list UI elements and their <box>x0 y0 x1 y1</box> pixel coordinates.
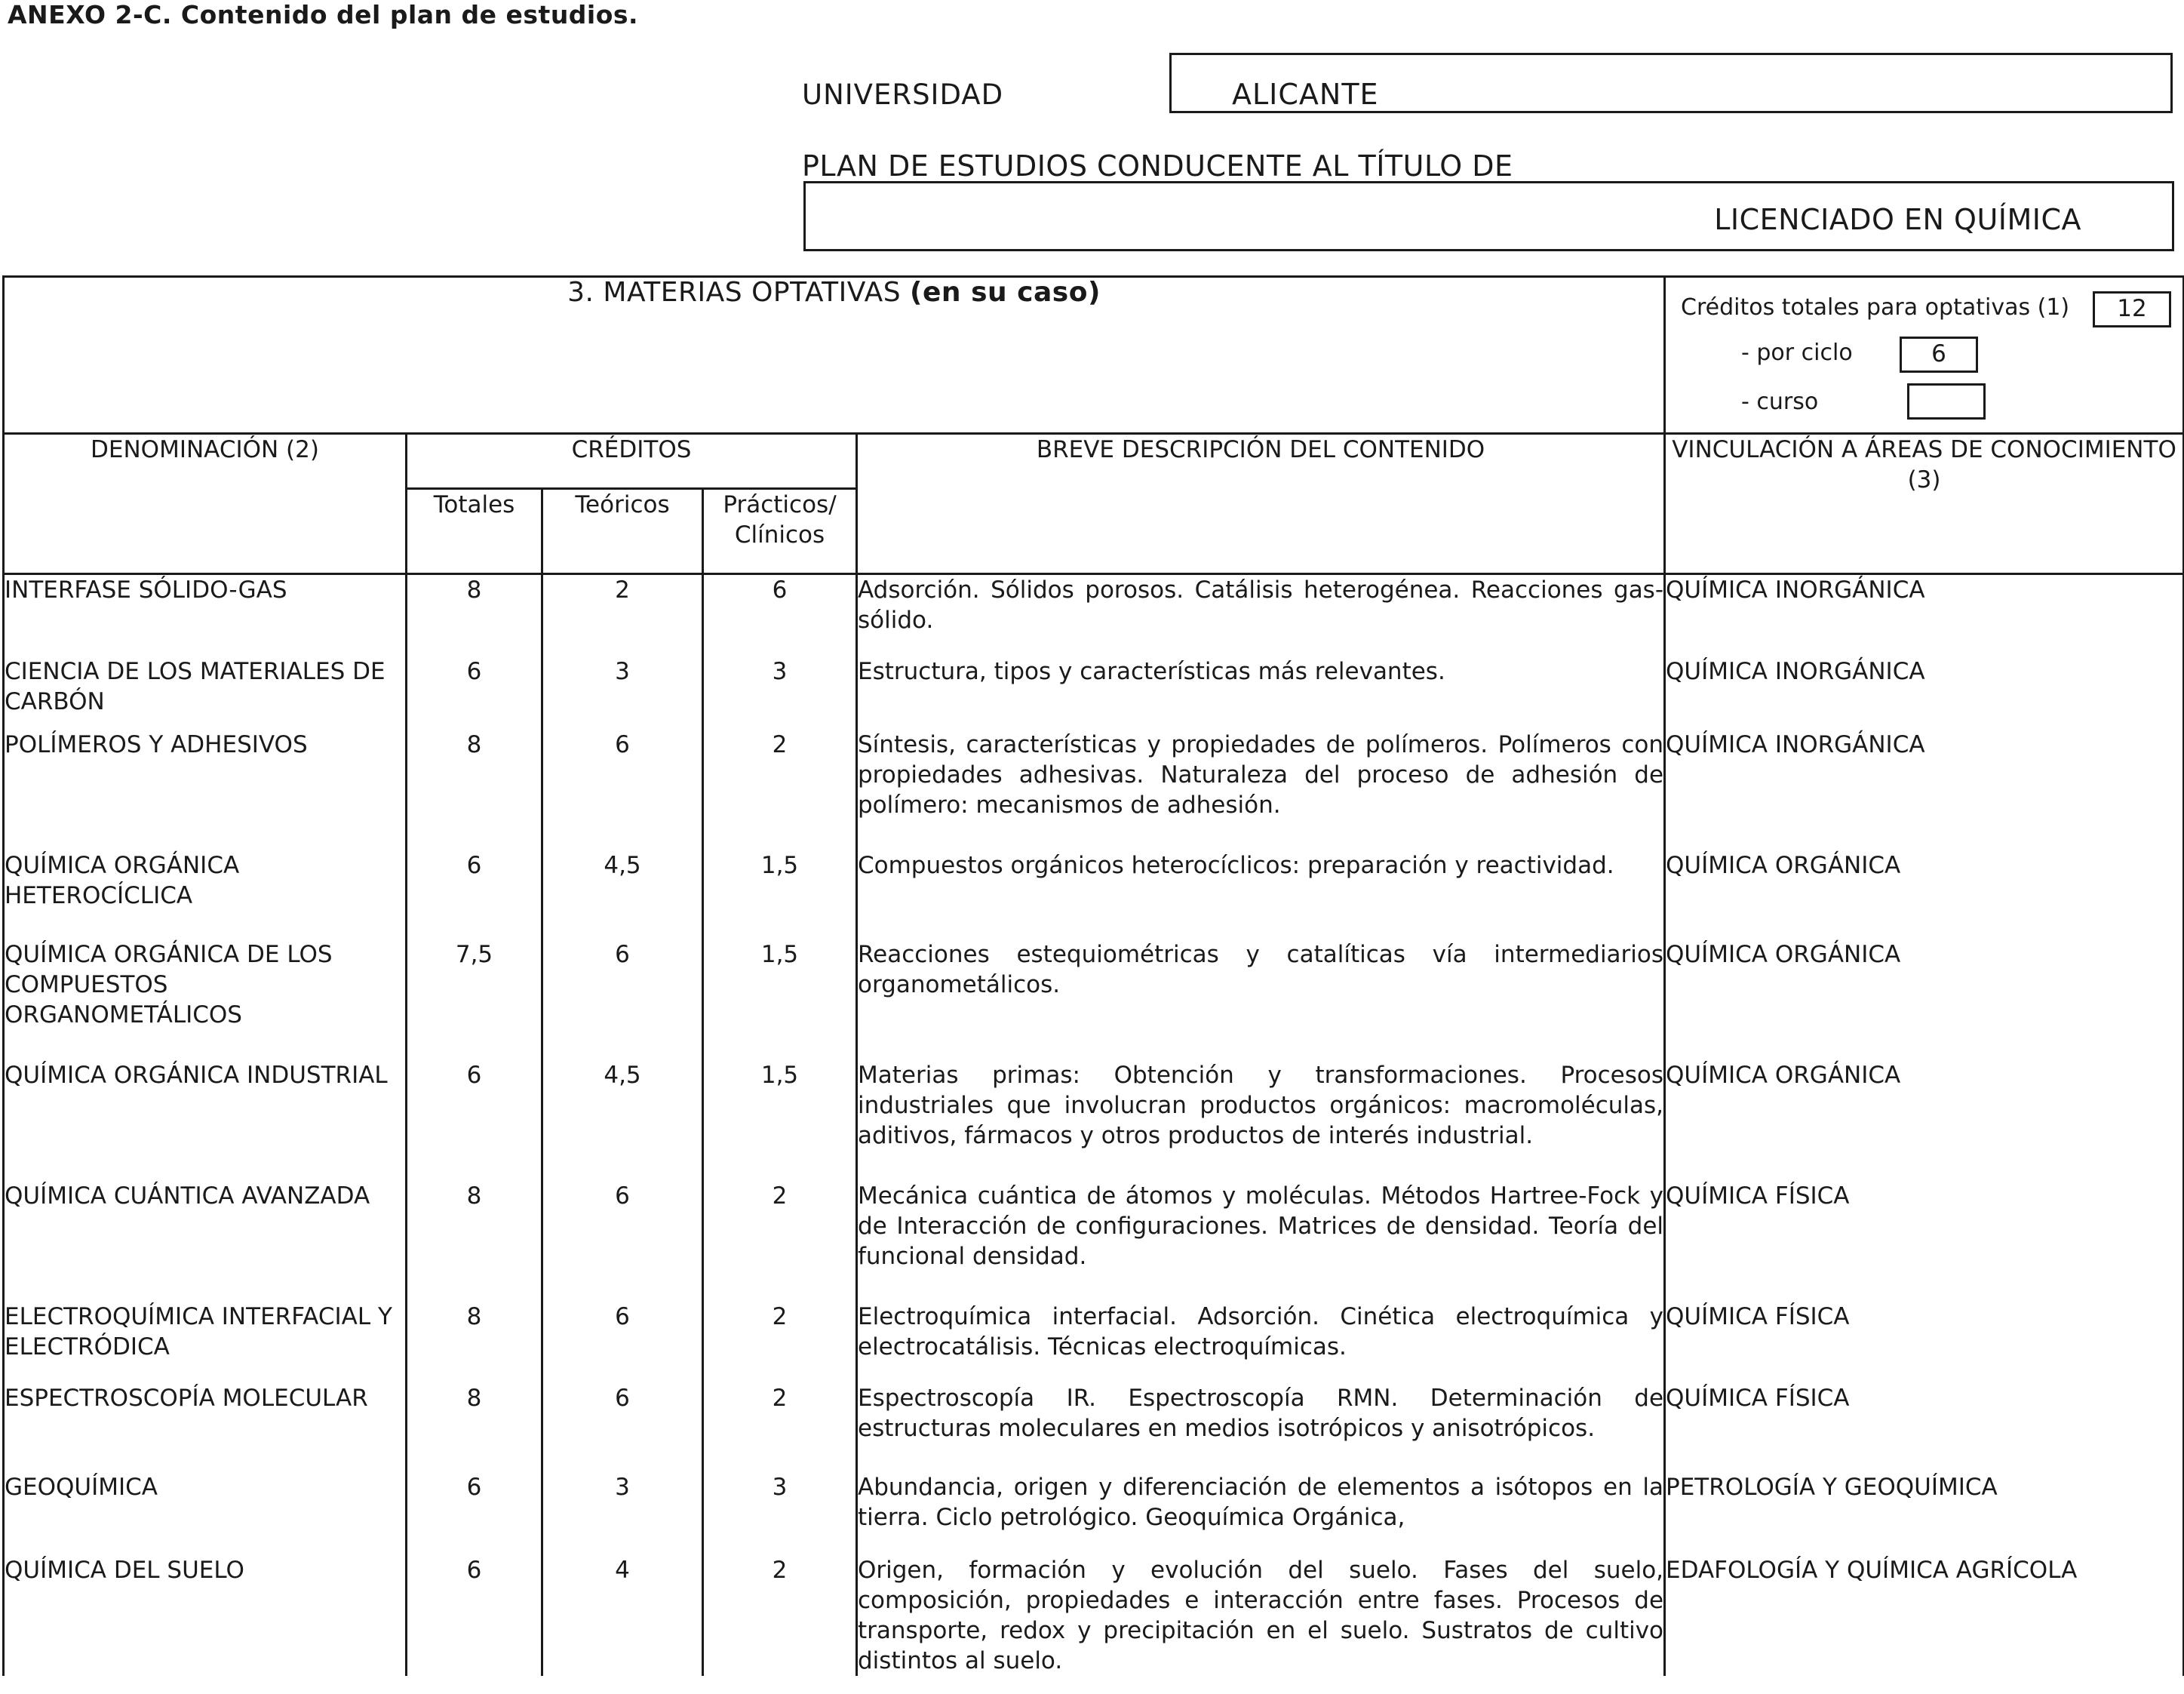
credits-practical: 2 <box>703 1302 857 1383</box>
credits-practical: 3 <box>703 1472 857 1555</box>
subject-name: QUÍMICA CUÁNTICA AVANZADA <box>4 1181 407 1302</box>
subject-name: CIENCIA DE LOS MATERIALES DE CARBÓN <box>4 656 407 730</box>
knowledge-area: QUÍMICA FÍSICA <box>1665 1181 2184 1302</box>
subject-name: GEOQUÍMICA <box>4 1472 407 1555</box>
credits-total: 6 <box>407 656 542 730</box>
table-row <box>4 730 2184 850</box>
credits-total: 6 <box>407 1472 542 1555</box>
col-header-name: DENOMINACIÓN (2) <box>4 434 407 574</box>
credits-practical: 6 <box>703 574 857 657</box>
credits-panel <box>1665 277 2184 434</box>
knowledge-area: QUÍMICA INORGÁNICA <box>1665 656 2184 730</box>
subject-description: Espectroscopía IR. Espectroscopía RMN. Determinación de estructuras moleculares en medios isotrópicos y anisotrópicos. <box>857 1383 1665 1472</box>
per-cycle-value: 6 <box>1900 337 1978 373</box>
subject-description: Mecánica cuántica de átomos y moléculas. Métodos Hartree-Fock y de Interacción de configuraciones. Matrices de densidad. Teoría del funcional densidad. <box>857 1181 1665 1302</box>
per-course-label: - curso <box>1741 389 1819 415</box>
col-header-area: VINCULACIÓN A ÁREAS DE CONOCIMIENTO (3) <box>1665 434 2184 574</box>
subject-description: Origen, formación y evolución del suelo. Fases del suelo, composición, propiedades e interacción entre fases. Procesos de transporte, redox y precipitación en el suelo. Sustratos de cultivo distintos al suelo. <box>858 1557 1664 1674</box>
knowledge-area: PETROLOGÍA Y GEOQUÍMICA <box>1665 1472 2184 1555</box>
credits-practical: 3 <box>703 656 857 730</box>
credits-practical: 2 <box>703 730 857 850</box>
credits-practical: 1,5 <box>703 850 857 939</box>
col-header-practical: Prácticos/ Clínicos <box>703 489 857 574</box>
credits-theory: 6 <box>542 1181 703 1302</box>
credits-practical: 2 <box>703 1383 857 1472</box>
credits-total: 8 <box>407 1302 542 1383</box>
credits-practical: 2 <box>703 1555 857 1676</box>
table-row <box>4 656 2184 730</box>
knowledge-area: QUÍMICA ORGÁNICA <box>1665 939 2184 1060</box>
subject-description: Reacciones estequiométricas y catalíticas vía intermediarios organometálicos. <box>857 939 1665 1060</box>
subject-description: Síntesis, características y propiedades de polímeros. Polímeros con propiedades adhesivas. Naturaleza del proceso de adhesión de polímero: mecanismos de adhesión. <box>857 730 1665 850</box>
knowledge-area: QUÍMICA FÍSICA <box>1665 1383 2184 1472</box>
subject-description: Materias primas: Obtención y transformaciones. Procesos industriales que involucran productos orgánicos: macromoléculas, aditivos, fármacos y otros productos de interés industrial. <box>857 1060 1665 1181</box>
table-row <box>4 1060 2184 1181</box>
optional-subjects-table <box>2 275 2184 1676</box>
subject-name: QUÍMICA ORGÁNICA DE LOS COMPUESTOS ORGANOMETÁLICOS <box>4 939 407 1060</box>
knowledge-area: QUÍMICA ORGÁNICA <box>1665 850 2184 939</box>
col-header-total: Totales <box>407 489 542 574</box>
credits-practical: 1,5 <box>703 1060 857 1181</box>
table-row <box>4 939 2184 1060</box>
credits-practical: 2 <box>703 1181 857 1302</box>
credits-total: 6 <box>407 1555 542 1676</box>
col-header-theory: Teóricos <box>542 489 703 574</box>
credits-total: 6 <box>407 850 542 939</box>
credits-theory: 3 <box>542 656 703 730</box>
knowledge-area: QUÍMICA INORGÁNICA <box>1665 574 2184 657</box>
subject-name: QUÍMICA ORGÁNICA INDUSTRIAL <box>4 1060 407 1181</box>
subject-description: Estructura, tipos y características más relevantes. <box>857 656 1665 730</box>
credits-theory: 6 <box>542 730 703 850</box>
credits-theory: 6 <box>542 939 703 1060</box>
annex-title: ANEXO 2-C. Contenido del plan de estudios. <box>8 0 639 29</box>
credits-theory: 2 <box>542 574 703 657</box>
per-course-value <box>1907 383 1986 420</box>
total-credits-value: 12 <box>2093 291 2171 327</box>
table-row <box>4 1555 2184 1676</box>
credits-theory: 4 <box>542 1555 703 1676</box>
table-row <box>4 1383 2184 1472</box>
knowledge-area: QUÍMICA INORGÁNICA <box>1665 730 2184 850</box>
university-label: UNIVERSIDAD <box>802 78 1004 111</box>
knowledge-area: EDAFOLOGÍA Y QUÍMICA AGRÍCOLA <box>1665 1555 2184 1676</box>
subject-name: QUÍMICA ORGÁNICA HETEROCÍCLICA <box>4 850 407 939</box>
table-row <box>4 1472 2184 1555</box>
university-value: ALICANTE <box>1232 78 1379 111</box>
credits-total: 8 <box>407 1181 542 1302</box>
credits-theory: 3 <box>542 1472 703 1555</box>
credits-theory: 4,5 <box>542 1060 703 1181</box>
credits-theory: 4,5 <box>542 850 703 939</box>
table-row <box>4 850 2184 939</box>
degree-value: LICENCIADO EN QUÍMICA <box>1714 203 2081 236</box>
total-credits-label: Créditos totales para optativas (1) <box>1681 294 2070 321</box>
credits-total: 8 <box>407 574 542 657</box>
section-title: 3. MATERIAS OPTATIVAS (en su caso) <box>4 277 1665 434</box>
subject-name: INTERFASE SÓLIDO-GAS <box>4 574 407 657</box>
knowledge-area: QUÍMICA FÍSICA <box>1665 1302 2184 1383</box>
subject-description: Compuestos orgánicos heterocíclicos: preparación y reactividad. <box>857 850 1665 939</box>
credits-total: 7,5 <box>407 939 542 1060</box>
subject-description: Adsorción. Sólidos porosos. Catálisis heterogénea. Reacciones gas-sólido. <box>857 574 1665 657</box>
subject-name: POLÍMEROS Y ADHESIVOS <box>4 730 407 850</box>
subject-name: ELECTROQUÍMICA INTERFACIAL Y ELECTRÓDICA <box>4 1302 407 1383</box>
table-row <box>4 574 2184 657</box>
credits-total: 6 <box>407 1060 542 1181</box>
subject-description: Abundancia, origen y diferenciación de elementos a isótopos en la tierra. Ciclo petrológico. Geoquímica Orgánica, <box>857 1472 1665 1555</box>
credits-theory: 6 <box>542 1302 703 1383</box>
credits-practical: 1,5 <box>703 939 857 1060</box>
col-header-description: BREVE DESCRIPCIÓN DEL CONTENIDO <box>857 434 1665 574</box>
col-header-credits: CRÉDITOS <box>407 434 857 489</box>
table-row <box>4 1302 2184 1383</box>
university-box <box>1169 53 2173 113</box>
credits-total: 8 <box>407 730 542 850</box>
plan-label: PLAN DE ESTUDIOS CONDUCENTE AL TÍTULO DE <box>802 149 1513 183</box>
knowledge-area: QUÍMICA ORGÁNICA <box>1665 1060 2184 1181</box>
subject-description: Electroquímica interfacial. Adsorción. Cinética electroquímica y electrocatálisis. Técnicas electroquímicas. <box>857 1302 1665 1383</box>
subject-name: QUÍMICA DEL SUELO <box>4 1555 407 1676</box>
table-row <box>4 1181 2184 1302</box>
subject-name: ESPECTROSCOPÍA MOLECULAR <box>4 1383 407 1472</box>
credits-theory: 6 <box>542 1383 703 1472</box>
credits-total: 8 <box>407 1383 542 1472</box>
per-cycle-label: - por ciclo <box>1741 340 1853 366</box>
degree-box <box>803 181 2174 251</box>
